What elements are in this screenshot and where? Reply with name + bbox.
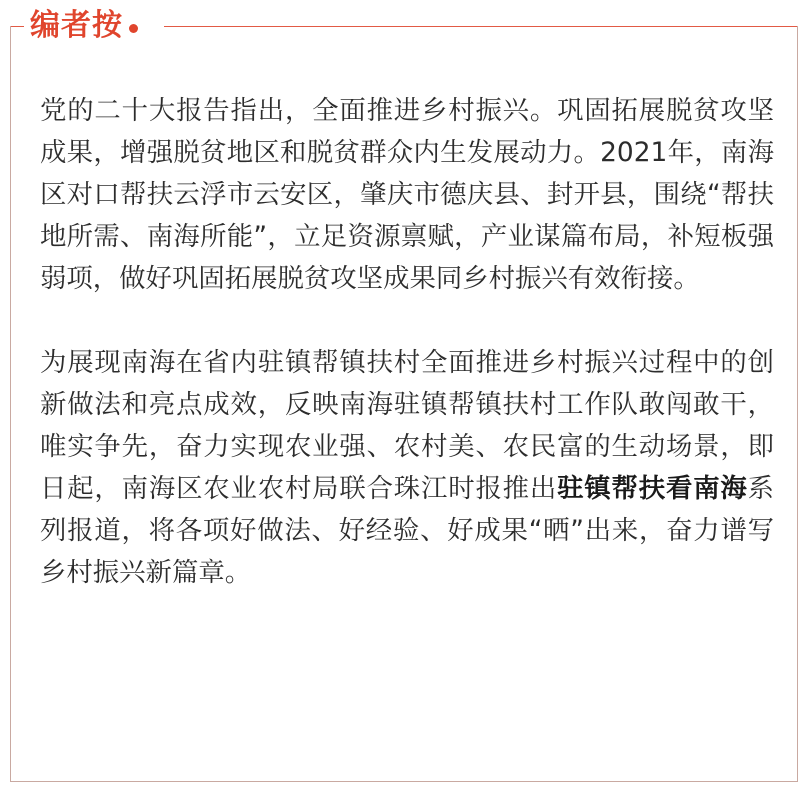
paragraph-2-tail: 系列报道，将各项好做法、好经验、好成果“晒”出来，奋力谱写乡村振兴新篇章。	[40, 473, 775, 588]
editor-note-title: 编者按	[30, 8, 123, 43]
paragraph-2-lead: 为展现南海在省内驻镇帮镇扶村全面推进乡村振兴过程中的创新做法和亮点成效，反映南海驻镇帮镇扶村工作队敢闯敢干，唯实争先，奋力实现农业强、农村美、农民富的生动场景，即日起，南海区农业农村局联合珠江时报推出	[40, 347, 774, 504]
paragraph-2	[40, 342, 774, 594]
dot-icon	[129, 24, 138, 33]
series-name: 驻镇帮扶看南海	[557, 473, 748, 504]
editor-note-body	[40, 90, 774, 636]
editor-note-header	[30, 6, 142, 46]
paragraph-1: 党的二十大报告指出，全面推进乡村振兴。巩固拓展脱贫攻坚成果，增强脱贫地区和脱贫群众内生发展动力。2021年，南海区对口帮扶云浮市云安区，肇庆市德庆县、封开县，围绕“帮扶地所需、南海所能”，立足资源禀赋，产业谋篇布局，补短板强弱项，做好巩固拓展脱贫攻坚成果同乡村振兴有效衔接。	[40, 95, 774, 294]
